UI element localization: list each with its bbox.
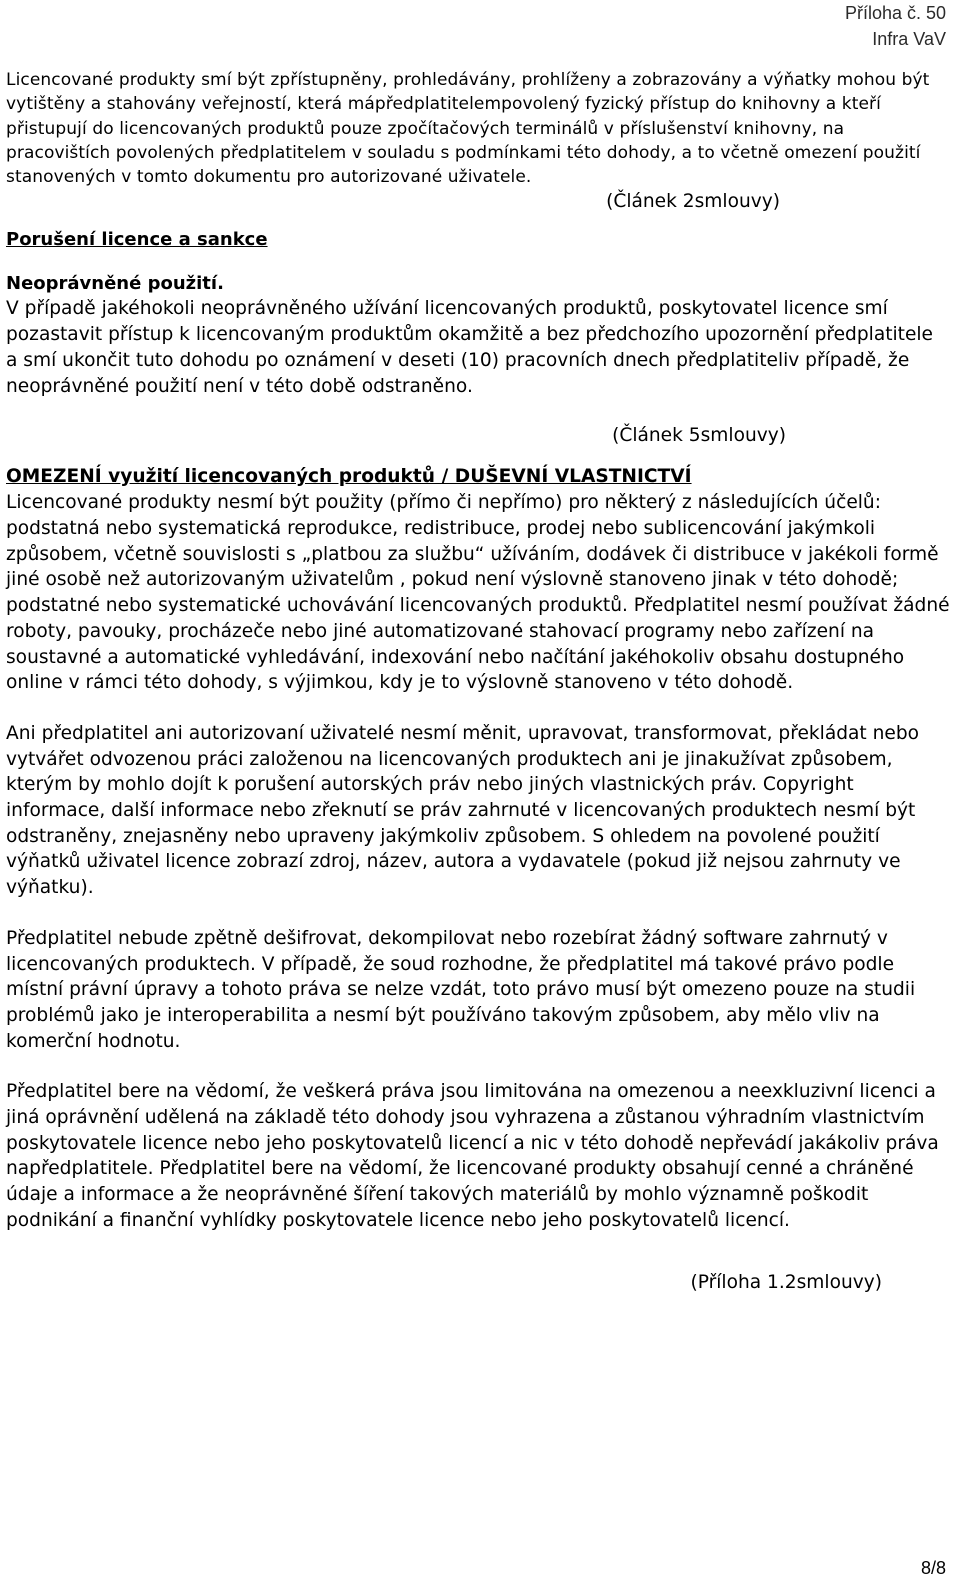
- page-header: [845, 0, 946, 52]
- section-title-restrictions: OMEZENÍ využití licencovaných produktů / DUŠEVNÍ VLASTNICTVÍ: [6, 466, 692, 488]
- unauthorized-use-paragraph: V případě jakéhokoli neoprávněného užívání licencovaných produktů, poskytovatel licence smí pozastavit přístup k licencovaným produktům okamžitě a bez předchozího upozornění předplatitele a smí ukončit tuto dohodu po oznámení v deseti (10) pracovních dnech předplatiteliv případě, že neoprávněné použití není v této době odstraněno.: [6, 298, 933, 397]
- subsection-title-unauthorized-use: Neoprávněné použití.: [6, 273, 224, 295]
- page-number: 8/8: [920, 1558, 946, 1578]
- reference-annex-1-2: (Příloha 1.2smlouvy): [690, 1271, 882, 1293]
- section-title-license-violation: Porušení licence a sankce: [6, 229, 268, 251]
- restrictions-paragraph: podstatná nebo systematická reprodukce, redistribuce, prodej nebo sublicencování jakýmkoli způsobem, včetně souvislosti s „platbou za službu“ užíváním, dodávek či distribuce v jakékoli formě jiné osobě než autorizovaným uživatelům , pokud není výslovně stanoveno jinak v této dohodě; podstatné nebo systematické uchovávání licencovaných produktů. Předplatitel nesmí používat žádné roboty, pavouky, procházeče nebo jiné automatizované stahovací programy nebo zařízení na soustavné a automatické vyhledávání, indexování nebo načítání jakéhokoliv obsahu dostupného online v rámci této dohody, s výjimkou, kdy je to výslovně stanoveno v této dohodě.: [6, 518, 950, 694]
- intro-paragraph: Licencované produkty smí být zpřístupněny, prohledávány, prohlíženy a zobrazovány a výňatky mohou být vytištěny a stahovány veřejností, která mápředplatitelempovolený fyzický přístup do knihovny a kteří přistupují do licencovaných produktů pouze zpočítačových terminálů v příslušenství knihovny, na pracovištích povolených předplatitelem v souladu s podmínkami této dohody, a to včetně omezení použití stanovených v tomto dokumentu pro autorizované uživatele.: [6, 70, 930, 188]
- header-attachment-number: Příloha č. 50: [844, 3, 946, 23]
- header-project-name: Infra VaV: [872, 29, 946, 49]
- decompile-paragraph: Předplatitel nebude zpětně dešifrovat, dekompilovat nebo rozebírat žádný software zahrnutý v licencovaných produktech. V případě, že soud rozhodne, že předplatitel má takové právo podle místní právní úpravy a tohoto práva se nelze vzdát, toto právo musí být omezeno pouze na studii problémů jako je interoperabilita a nesmí být používáno takovým způsobem, aby mělo vliv na komerční hodnotu.: [6, 927, 916, 1052]
- document-content: [6, 68, 950, 1295]
- modification-paragraph: Ani předplatitel ani autorizovaní uživatelé nesmí měnit, upravovat, transformovat, překládat nebo vytvářet odvozenou práci založenou na licencovaných produktech ani je jinakužívat způsobem, kterým by mohlo dojít k porušení autorských práv nebo jiných vlastnických práv. Copyright informace, další informace nebo zřeknutí se práv zahrnuté v licencovaných produktech nesmí být odstraněny, znejasněny nebo upraveny jakýmkoliv způsobem. S ohledem na povolené použití výňatků uživatel licence zobrazí zdroj, název, autora a vydavatele (pokud již nejsou zahrnuty ve výňatku).: [6, 722, 920, 899]
- rights-acknowledgement-paragraph: Předplatitel bere na vědomí, že veškerá práva jsou limitována na omezenou a neexkluzivní licenci a jiná oprávnění udělená na základě této dohody jsou vyhrazena a zůstanou výhradním vlastnictvím poskytovatele licence nebo jeho poskytovatelů licencí a nic v této dohodě nepřevádí jakákoliv práva napředplatitele. Předplatitel bere na vědomí, že licencované produkty obsahují cenné a chráněné údaje a informace a že neoprávněné šíření takových materiálů by mohlo významně poškodit podnikání a finanční vyhlídky poskytovatele licence nebo jeho poskytovatelů licencí.: [6, 1081, 939, 1231]
- restrictions-intro: Licencované produkty nesmí být použity (přímo či nepřímo) pro některý z následujících účelů:: [6, 492, 881, 514]
- reference-article-2: (Článek 2smlouvy): [606, 191, 780, 213]
- reference-article-5: (Článek 5smlouvy): [612, 425, 786, 447]
